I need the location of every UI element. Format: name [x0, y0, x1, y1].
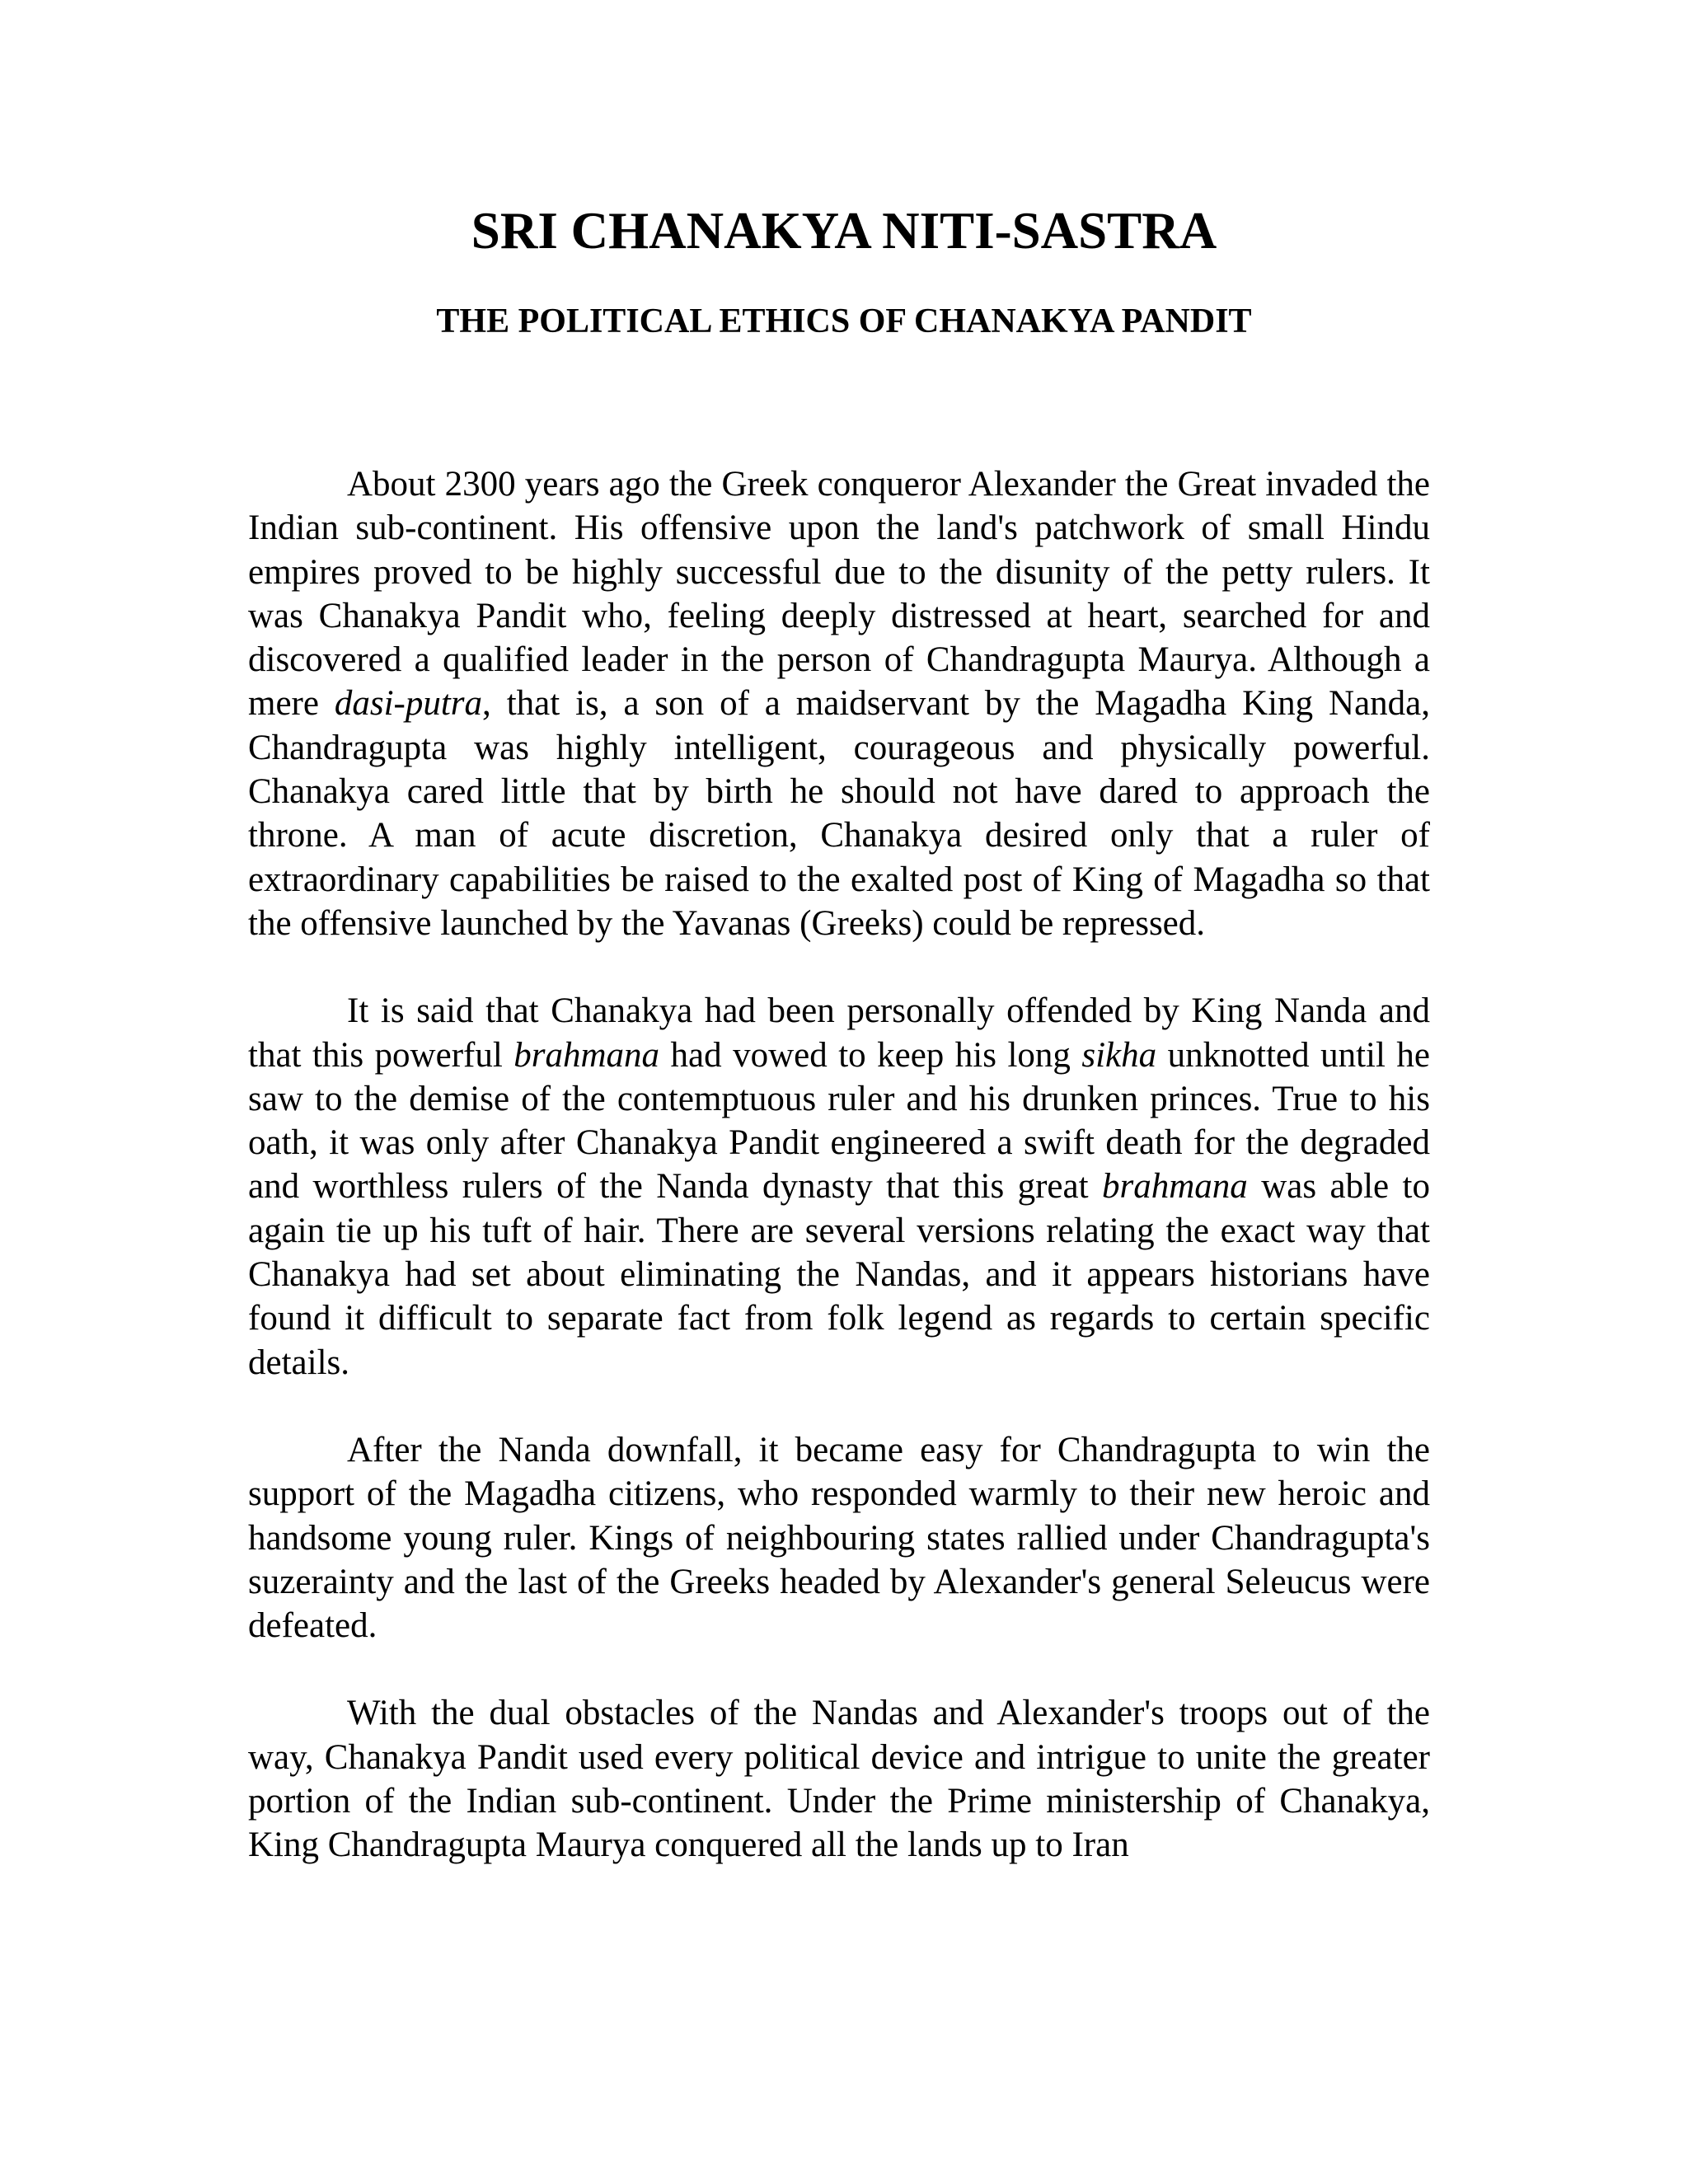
- paragraph-2-text-b: had vowed to keep his long: [659, 1035, 1082, 1075]
- document-body: [248, 462, 1430, 1868]
- paragraph-2: [248, 989, 1430, 1385]
- paragraph-4: With the dual obstacles of the Nandas and Alexander's troops out of the way, Chanakya Pandit used every political device and intrigue to unite the greater portion of the Indian sub-continent. Under the Prime ministership of Chanakya, King Chandragupta Maurya conquered all the lands up to Iran: [248, 1694, 1430, 1865]
- paragraph-2-italic-term-2: sikha: [1081, 1035, 1157, 1075]
- paragraph-1-text-a: About 2300 years ago the Greek conqueror Alexander the Great invaded the Indian sub-continent. His offensive upon the land's patchwork of small Hindu empires proved to be highly successful due to the disunity of the petty rulers. It was Chanakya Pandit who, feeling deeply distressed at heart, searched for and discovered a qualified leader in the person of Chandragupta Maurya. Although a mere: [248, 465, 1430, 724]
- paragraph-2-text-d: was able to again tie up his tuft of hair. There are several versions relating the exact way that Chanakya had set about eliminating the Nandas, and it appears historians have found it difficult to separate fact from folk legend as regards to certain specific details.: [248, 1167, 1431, 1382]
- paragraph-1-text-b: , that is, a son of a maidservant by the Magadha King Nanda, Chandragupta was highly intelligent, courageous and physically powerful. Chanakya cared little that by birth he should not have dared to approach the throne. A man of acute discretion, Chanakya desired only that a ruler of extraordinary capabilities be raised to the exalted post of King of Magadha so that the offensive launched by the Yavanas (Greeks) could be repressed.: [248, 684, 1431, 943]
- paragraph-2-italic-term-3: brahmana: [1101, 1167, 1248, 1207]
- document-subtitle: THE POLITICAL ETHICS OF CHANAKYA PANDIT: [436, 302, 1252, 340]
- document-title: SRI CHANAKYA NITI-SASTRA: [471, 202, 1217, 260]
- paragraph-2-text-a: It is said that Chanakya had been personally offended by King Nanda and that this powerful: [248, 991, 1430, 1075]
- paragraph-3: After the Nanda downfall, it became easy for Chandragupta to win the support of the Magadha citizens, who responded warmly to their new heroic and handsome young ruler. Kings of neighbouring states rallied under Chandragupta's suzerainty and the last of the Greeks headed by Alexander's general Seleucus were defeated.: [248, 1430, 1430, 1646]
- paragraph-2-text-c: unknotted until he saw to the demise of the contemptuous ruler and his drunken princes. True to his oath, it was only after Chanakya Pandit engineered a swift death for the degraded and worthless rulers of the Nanda dynasty that this great: [248, 1035, 1430, 1207]
- paragraph-1-italic-term: dasi-putra: [334, 684, 483, 724]
- paragraph-1: [248, 462, 1430, 945]
- paragraph-2-italic-term-1: brahmana: [513, 1035, 660, 1075]
